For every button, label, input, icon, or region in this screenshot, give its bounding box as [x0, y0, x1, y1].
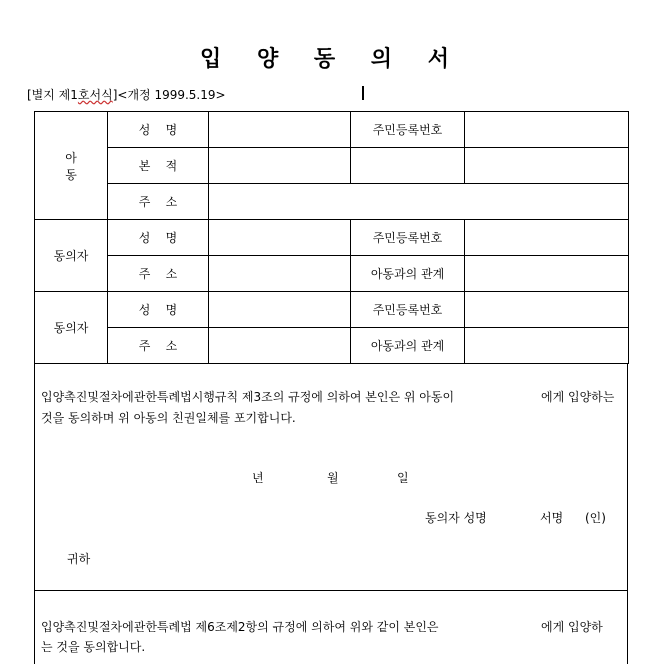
consenter2-group-label: 동의자: [35, 292, 108, 364]
form-identifier: [27, 86, 226, 103]
consenter2-name-label: 성 명: [108, 292, 209, 328]
child-name-field[interactable]: [209, 112, 351, 148]
child-name-label: 성 명: [108, 112, 209, 148]
consenter-name-label: 동의자 성명: [425, 511, 487, 525]
consenter2-reg-field[interactable]: [465, 292, 629, 328]
date-year-label: 년: [252, 471, 264, 485]
statement2-line1: 입양촉진및절차에관한특례법 제6조제2항의 규정에 의하여 위와 같이 본인은: [41, 620, 439, 634]
form-id-prefix: [별지 제1: [27, 88, 78, 102]
child-address-field[interactable]: [209, 184, 629, 220]
statement1-line2: 것을 동의하며 위 아동의 친권일체를 포기합니다.: [41, 411, 296, 425]
consenter2-reg-label: 주민등록번호: [351, 292, 465, 328]
statement1-line1: 입양촉진및절차에관한특례법시행규칙 제3조의 규정에 의하여 본인은 위 아동이: [41, 390, 455, 404]
child-group-label: 아 동: [35, 112, 108, 220]
consenter1-relation-field[interactable]: [465, 256, 629, 292]
date-month-label: 월: [327, 471, 339, 485]
child-origin-field-3[interactable]: [465, 148, 629, 184]
consent-table: [34, 111, 629, 364]
consenter1-address-label: 주 소: [108, 256, 209, 292]
recipient-label: 귀하: [67, 552, 91, 566]
child-reg-label: 주민등록번호: [351, 112, 465, 148]
consenter1-reg-field[interactable]: [465, 220, 629, 256]
consenter1-reg-label: 주민등록번호: [351, 220, 465, 256]
child-origin-field-2[interactable]: [351, 148, 465, 184]
seal-label: (인): [585, 511, 606, 525]
document-title: 입 양 동 의 서: [200, 47, 463, 72]
date-day-label: 일: [397, 471, 409, 485]
statement2-line1-end: 에게 입양하: [541, 620, 603, 634]
child-origin-label: 본 적: [108, 148, 209, 184]
child-address-label: 주 소: [108, 184, 209, 220]
consenter1-relation-label: 아동과의 관계: [351, 256, 465, 292]
signature-label: 서명: [540, 511, 564, 525]
consenter2-relation-label: 아동과의 관계: [351, 328, 465, 364]
consenter1-address-field[interactable]: [209, 256, 351, 292]
consenter2-relation-field[interactable]: [465, 328, 629, 364]
consenter2-address-label: 주 소: [108, 328, 209, 364]
consenter2-address-field[interactable]: [209, 328, 351, 364]
statement2-line2: 는 것을 동의합니다.: [41, 640, 146, 654]
consenter1-name-field[interactable]: [209, 220, 351, 256]
consenter1-name-label: 성 명: [108, 220, 209, 256]
child-reg-field[interactable]: [465, 112, 629, 148]
form-id-underlined: 호서식: [77, 88, 113, 102]
divider: [34, 590, 628, 591]
text-cursor: [362, 86, 364, 100]
consenter1-group-label: 동의자: [35, 220, 108, 292]
child-origin-field[interactable]: [209, 148, 351, 184]
form-id-suffix: ]<개정 1999.5.19>: [112, 88, 226, 102]
statement1-line1-end: 에게 입양하는: [541, 390, 615, 404]
consenter2-name-field[interactable]: [209, 292, 351, 328]
